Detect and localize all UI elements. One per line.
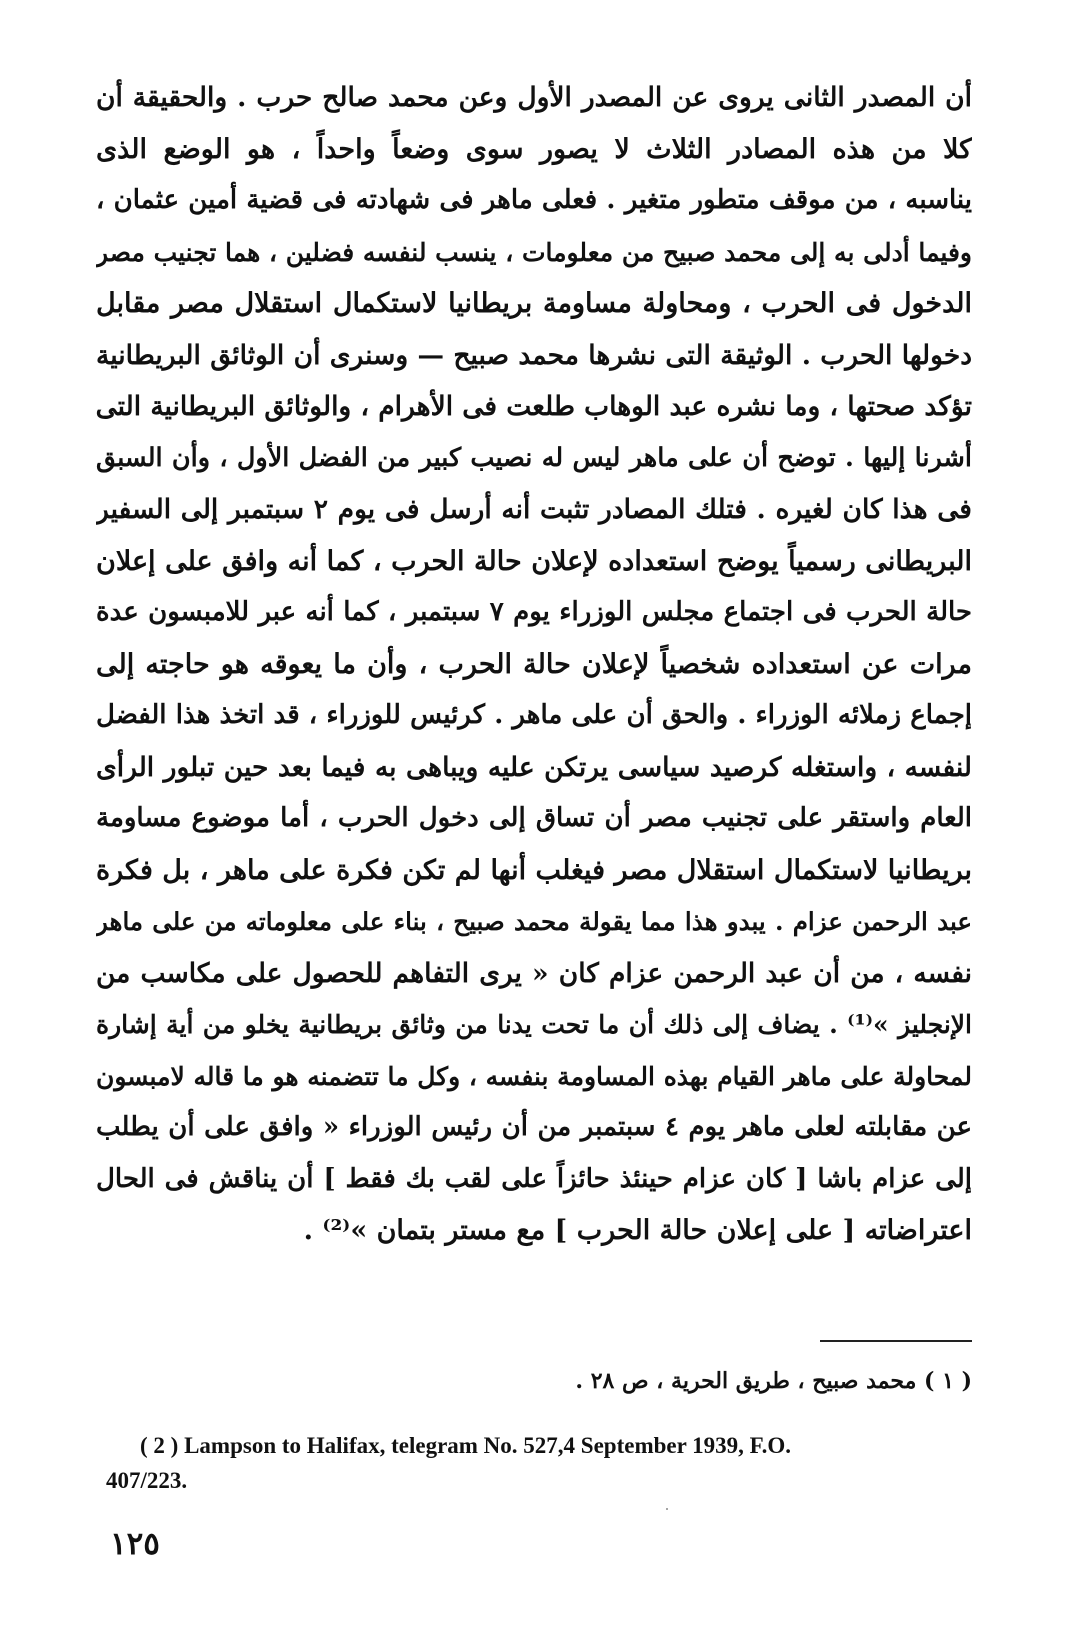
body-line: يناسبه ، من موقف متطور متغير . فعلى ماهر فى شهادته فى قضية أمين عثمان ، <box>96 185 972 215</box>
page-number: ١٢٥ <box>110 1526 160 1562</box>
body-line: نفسه ، من أن عبد الرحمن عزام كان « يرى التفاهم للحصول على مكاسب من <box>96 957 972 989</box>
body-line: دخولها الحرب . الوثيقة التى نشرها محمد صبيح — وسنرى أن الوثائق البريطانية <box>96 339 972 371</box>
body-line: اعتراضاته [ على إعلان حالة الحرب ] مع مستر بتمان »⁽²⁾ . <box>303 1215 972 1246</box>
body-line: وفيما أدلى به إلى محمد صبيح من معلومات ، ينسب لنفسه فضلين ، هما تجنيب مصر <box>96 237 972 267</box>
body-line: أشرنا إليها . توضح أن على ماهر ليس له نصيب كبير من الفضل الأول ، وأن السبق <box>96 442 972 473</box>
body-line: تؤكد صحتها ، وما نشره عبد الوهاب طلعت فى الأهرام ، والوثائق البريطانية التى <box>96 391 972 422</box>
body-line: حالة الحرب فى اجتماع مجلس الوزراء يوم ٧ سبتمبر ، كما أنه عبر للامبسون عدة <box>96 597 972 627</box>
footnote-2-text: Lampson to Halifax, telegram No. 527,4 September 1939, F.O. <box>184 1433 791 1458</box>
body-line: فى هذا كان لغيره . فتلك المصادر تثبت أنه أرسل فى يوم ٢ سبتمبر إلى السفير <box>96 494 972 525</box>
body-line: عن مقابلته لعلى ماهر يوم ٤ سبتمبر من أن رئيس الوزراء « وافق على أن يطلب <box>96 1112 972 1142</box>
body-line: العام واستقر على تجنيب مصر أن تساق إلى دخول الحرب ، أما موضوع مساومة <box>96 803 972 833</box>
footnote-2-text-continued: 407/223. <box>106 1468 188 1493</box>
body-line: لنفسه ، واستغله كرصيد سياسى يرتكن عليه ويباهى به فيما بعد حين تبلور الرأى <box>96 751 972 783</box>
body-line: بريطانيا لاستكمال استقلال مصر فيغلب أنها لم تكن فكرة على ماهر ، بل فكرة <box>96 854 972 886</box>
footnote-2 <box>106 1428 972 1498</box>
body-line: عبد الرحمن عزام . يبدو هذا مما يقولة محمد صبيح ، بناء على معلوماته من على ماهر <box>96 907 972 936</box>
body-line: لمحاولة على ماهر القيام بهذه المساومة بنفسه ، وكل ما تتضمنه هو ما قاله لامبسون <box>96 1061 972 1091</box>
body-line: مرات عن استعداده شخصياً لإعلان حالة الحرب ، وأن ما يعوقه هو حاجته إلى <box>96 648 972 680</box>
body-line: إجماع زملائه الوزراء . والحق أن على ماهر . كرئيس للوزراء ، قد اتخذ هذا الفضل <box>96 700 972 730</box>
body-line: كلا من هذه المصادر الثلاث لا يصور سوى وضعاً واحداً ، هو الوضع الذى <box>96 133 972 165</box>
body-line: أن المصدر الثانى يروى عن المصدر الأول وعن محمد صالح حرب . والحقيقة أن <box>96 82 972 113</box>
print-speck <box>666 1508 668 1510</box>
footnote-2-marker: ( 2 ) <box>140 1433 179 1458</box>
body-line: الدخول فى الحرب ، ومحاولة مساومة بريطانيا لاستكمال استقلال مصر مقابل <box>96 288 972 319</box>
footnote-separator <box>820 1340 972 1342</box>
footnote-1: ( ١ ) محمد صبيح ، طريق الحرية ، ص ٢٨ . <box>575 1368 972 1394</box>
body-line: الإنجليز »⁽¹⁾ . يضاف إلى ذلك أن ما تحت يدنا من وثائق بريطانية يخلو من أية إشارة <box>96 1010 972 1039</box>
main-body-text <box>96 72 972 1257</box>
body-line: إلى عزام باشا [ كان عزام حينئذ حائزاً على لقب بك فقط ] أن يناقش فى الحال <box>96 1163 972 1194</box>
body-line: البريطانى رسمياً يوضح استعداده لإعلان حالة الحرب ، كما أنه وافق على إعلان <box>96 545 972 577</box>
